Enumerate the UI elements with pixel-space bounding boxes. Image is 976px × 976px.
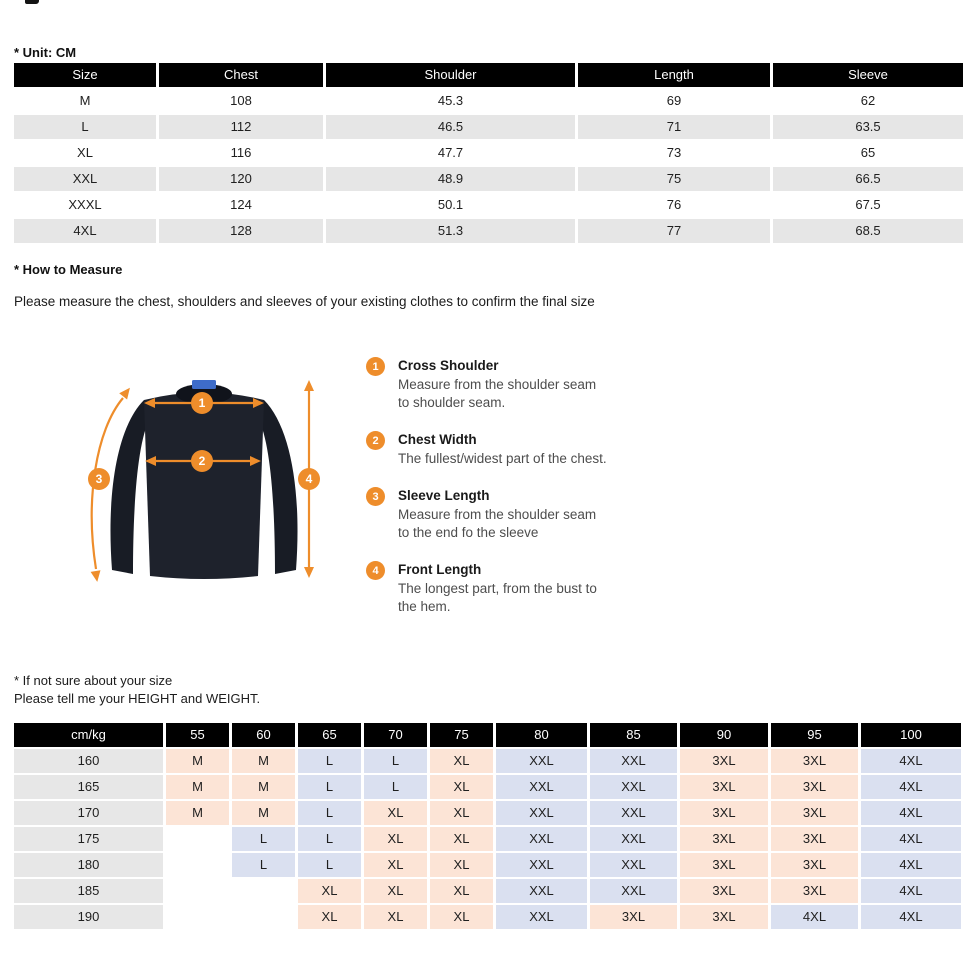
table-cell: XXL (590, 879, 677, 903)
measure-step (366, 560, 636, 616)
size-help-line1: * If not sure about your size (14, 673, 173, 688)
table-row (14, 749, 961, 773)
sweater-measurement-figure (20, 348, 360, 638)
table-cell: 112 (159, 115, 323, 139)
table-cell: 116 (159, 141, 323, 165)
header-row (14, 63, 963, 87)
table-row (14, 193, 963, 217)
table-cell: 180 (14, 853, 163, 877)
table-cell (166, 853, 229, 877)
table-cell: XL (364, 853, 427, 877)
table-row (14, 775, 961, 799)
table-cell: M (14, 89, 156, 113)
table-cell: 62 (773, 89, 963, 113)
column-header: 95 (771, 723, 858, 747)
table-row (14, 879, 961, 903)
table-cell: 3XL (680, 853, 768, 877)
table-cell: XL (430, 879, 493, 903)
table-row (14, 115, 963, 139)
step-body (398, 486, 596, 542)
step-description-line: to shoulder seam. (398, 395, 506, 410)
step-number-badge: 4 (366, 561, 385, 580)
table-row (14, 141, 963, 165)
measure-step (366, 356, 636, 412)
table-cell: 4XL (861, 775, 961, 799)
table-cell: 63.5 (773, 115, 963, 139)
table-cell (232, 905, 295, 929)
table-cell: L (14, 115, 156, 139)
column-header: 100 (861, 723, 961, 747)
table-cell: 75 (578, 167, 770, 191)
table-row (14, 905, 961, 929)
column-header: 60 (232, 723, 295, 747)
table-cell: XL (430, 775, 493, 799)
table-cell: XXL (496, 749, 587, 773)
table-cell: XL (298, 905, 361, 929)
measure-step (366, 430, 636, 468)
table-cell: 124 (159, 193, 323, 217)
table-cell: L (298, 775, 361, 799)
step-body (398, 356, 596, 412)
table-cell: XL (364, 801, 427, 825)
table-cell: 73 (578, 141, 770, 165)
table-cell: XXL (496, 853, 587, 877)
column-header: 65 (298, 723, 361, 747)
table-cell: 71 (578, 115, 770, 139)
table-cell: 45.3 (326, 89, 575, 113)
column-header: Length (578, 63, 770, 87)
how-to-measure-heading: * How to Measure (14, 262, 123, 277)
collar-tag (192, 380, 216, 389)
measure-intro-text: Please measure the chest, shoulders and sleeves of your existing clothes to confirm the final size (14, 294, 595, 309)
sweater-right-sleeve (258, 400, 298, 574)
sweater-left-sleeve (110, 400, 150, 574)
column-header: 85 (590, 723, 677, 747)
header-row (14, 723, 961, 747)
table-cell: 47.7 (326, 141, 575, 165)
table-cell: 4XL (861, 879, 961, 903)
step-number-badge: 1 (366, 357, 385, 376)
table-cell: M (166, 775, 229, 799)
table-cell: XL (430, 853, 493, 877)
table-cell: 3XL (771, 775, 858, 799)
step-description-line: Measure from the shoulder seam (398, 377, 597, 392)
table-cell: 120 (159, 167, 323, 191)
step-description-line: The longest part, from the bust to (398, 581, 597, 596)
cropped-text-artifact (25, 0, 39, 4)
table-cell: XXL (590, 827, 677, 851)
step-body (398, 560, 597, 616)
table-cell: XXL (496, 879, 587, 903)
table-cell: 66.5 (773, 167, 963, 191)
step-title: Chest Width (398, 432, 477, 447)
table-row (14, 853, 961, 877)
table-cell: 3XL (680, 749, 768, 773)
table-cell: XL (430, 827, 493, 851)
table-cell: 4XL (861, 749, 961, 773)
table-cell: XL (364, 827, 427, 851)
table-cell: L (298, 853, 361, 877)
column-header: 70 (364, 723, 427, 747)
table-row (14, 167, 963, 191)
table-cell: L (232, 827, 295, 851)
table-cell: 50.1 (326, 193, 575, 217)
step-title: Sleeve Length (398, 488, 490, 503)
table-cell: XXXL (14, 193, 156, 217)
table-cell: 3XL (680, 827, 768, 851)
table-row (14, 827, 961, 851)
table-cell: 165 (14, 775, 163, 799)
table-cell: 185 (14, 879, 163, 903)
table-cell: 4XL (861, 905, 961, 929)
table-cell: 3XL (680, 775, 768, 799)
marker-2-label: 2 (198, 454, 206, 468)
step-title: Cross Shoulder (398, 358, 499, 373)
column-header: Shoulder (326, 63, 575, 87)
table-cell: XL (364, 905, 427, 929)
table-cell: XXL (590, 801, 677, 825)
table-cell: 108 (159, 89, 323, 113)
table-cell (166, 905, 229, 929)
step-number-badge: 3 (366, 487, 385, 506)
table-cell: 65 (773, 141, 963, 165)
table-cell: L (232, 853, 295, 877)
table-cell: L (364, 775, 427, 799)
table-cell: M (166, 749, 229, 773)
arrowhead-icon (304, 567, 314, 578)
table-cell: M (232, 749, 295, 773)
step-description-line: to the end fo the sleeve (398, 525, 539, 540)
table-cell: L (364, 749, 427, 773)
table-cell: 190 (14, 905, 163, 929)
table-cell (166, 827, 229, 851)
arrowhead-icon (119, 385, 134, 400)
table-cell: L (298, 749, 361, 773)
table-cell: 48.9 (326, 167, 575, 191)
table-cell: 3XL (771, 879, 858, 903)
table-cell: 3XL (680, 879, 768, 903)
table-cell: XXL (496, 905, 587, 929)
step-title: Front Length (398, 562, 482, 577)
table-row (14, 89, 963, 113)
table-cell: 68.5 (773, 219, 963, 243)
marker-4-label: 4 (305, 472, 313, 486)
table-cell: XL (430, 905, 493, 929)
table-cell: 4XL (771, 905, 858, 929)
column-header: Sleeve (773, 63, 963, 87)
table-cell: M (232, 801, 295, 825)
table-cell: 77 (578, 219, 770, 243)
table-cell: 76 (578, 193, 770, 217)
table-cell: 170 (14, 801, 163, 825)
table-cell: XXL (590, 749, 677, 773)
column-header: cm/kg (14, 723, 163, 747)
step-description-line: the hem. (398, 599, 451, 614)
size-table (11, 61, 966, 245)
table-cell: 4XL (861, 801, 961, 825)
sweater-torso (144, 393, 264, 580)
table-cell: 51.3 (326, 219, 575, 243)
unit-note: * Unit: CM (14, 45, 77, 60)
table-row (14, 219, 963, 243)
table-cell: XXL (14, 167, 156, 191)
column-header: 80 (496, 723, 587, 747)
column-header: Chest (159, 63, 323, 87)
size-help-note (14, 672, 260, 707)
table-cell: 46.5 (326, 115, 575, 139)
table-cell: 3XL (771, 853, 858, 877)
table-cell: XXL (496, 827, 587, 851)
arrowhead-icon (304, 380, 314, 391)
height-weight-table (11, 721, 964, 931)
table-cell: 3XL (590, 905, 677, 929)
table-cell: 175 (14, 827, 163, 851)
step-description-line: The fullest/widest part of the chest. (398, 451, 607, 466)
column-header: 55 (166, 723, 229, 747)
table-cell: 3XL (771, 827, 858, 851)
measure-step (366, 486, 636, 542)
table-cell: L (298, 801, 361, 825)
step-body (398, 430, 607, 468)
table-cell: XL (14, 141, 156, 165)
table-cell: 3XL (680, 801, 768, 825)
table-cell: 67.5 (773, 193, 963, 217)
table-cell: 3XL (771, 801, 858, 825)
table-cell: 3XL (680, 905, 768, 929)
table-cell: 160 (14, 749, 163, 773)
table-cell: 4XL (861, 853, 961, 877)
table-cell: XXL (496, 801, 587, 825)
table-cell: XL (430, 801, 493, 825)
table-cell: XXL (590, 775, 677, 799)
table-cell: XL (430, 749, 493, 773)
table-cell: M (232, 775, 295, 799)
table-cell: 3XL (771, 749, 858, 773)
table-cell: 128 (159, 219, 323, 243)
column-header: 75 (430, 723, 493, 747)
size-help-line2: Please tell me your HEIGHT and WEIGHT. (14, 690, 261, 706)
column-header: Size (14, 63, 156, 87)
measure-steps-legend (366, 356, 636, 634)
column-header: 90 (680, 723, 768, 747)
table-cell (232, 879, 295, 903)
table-cell: 69 (578, 89, 770, 113)
table-cell: XXL (496, 775, 587, 799)
table-cell: XL (364, 879, 427, 903)
table-cell: L (298, 827, 361, 851)
marker-3-label: 3 (95, 472, 103, 486)
marker-1-label: 1 (198, 396, 206, 410)
step-number-badge: 2 (366, 431, 385, 450)
table-cell: XL (298, 879, 361, 903)
table-cell: M (166, 801, 229, 825)
table-row (14, 801, 961, 825)
table-cell: XXL (590, 853, 677, 877)
step-description-line: Measure from the shoulder seam (398, 507, 597, 522)
arrowhead-icon (91, 570, 103, 582)
table-cell: 4XL (14, 219, 156, 243)
table-cell (166, 879, 229, 903)
table-cell: 4XL (861, 827, 961, 851)
